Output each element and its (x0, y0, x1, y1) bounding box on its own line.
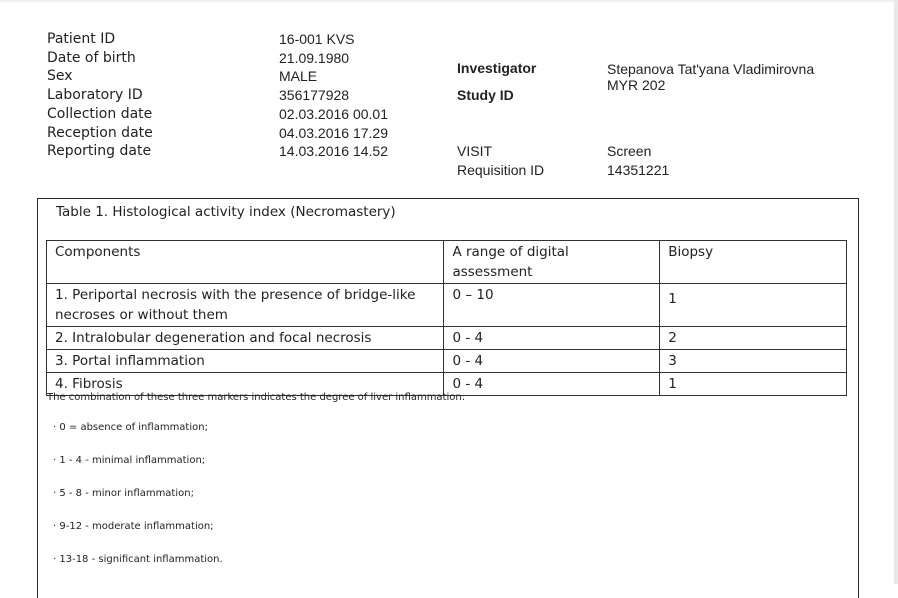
patient-values (279, 30, 388, 161)
table-row (47, 327, 847, 350)
collection-date-value: 02.03.2016 00.01 (279, 105, 388, 122)
collection-date-label: Collection date (47, 105, 153, 122)
reporting-date-label: Reporting date (47, 143, 152, 160)
note-item: · 13-18 - significant inflammation. (53, 554, 223, 565)
row-range: 0 – 10 (444, 284, 660, 327)
reporting-date-value: 14.03.2016 14.52 (279, 143, 388, 160)
investigator-name: Stepanova Tat'yana Vladimirovna (607, 61, 815, 77)
note-item: · 1 - 4 - minimal inflammation; (53, 455, 206, 466)
header-range: A range of digital assessment (444, 241, 660, 284)
table-header-row (47, 241, 847, 284)
row-range: 0 - 4 (444, 327, 660, 350)
reception-date-value: 04.03.2016 17.29 (279, 124, 388, 141)
requisition-value: 14351221 (607, 162, 670, 178)
header-components: Components (47, 241, 444, 284)
sex-value: MALE (279, 68, 318, 85)
note-item: · 5 - 8 - minor inflammation; (53, 488, 194, 499)
scan-top-edge (0, 0, 898, 2)
header-biopsy: Biopsy (660, 241, 847, 284)
note-item: · 0 = absence of inflammation; (53, 422, 208, 433)
row-component: 2. Intralobular degeneration and focal necrosis (47, 327, 444, 350)
row-biopsy: 1 (660, 373, 847, 396)
activity-index-table (46, 240, 847, 396)
visit-value: Screen (607, 143, 652, 159)
inflammation-note: The combination of these three markers indicates the degree of liver inflammation: (47, 392, 466, 403)
row-biopsy: 1 (660, 284, 847, 327)
row-component: 3. Portal inflammation (47, 350, 444, 373)
patient-id-label: Patient ID (47, 31, 116, 47)
reception-date-label: Reception date (47, 124, 153, 141)
visit-label: VISIT (457, 143, 493, 159)
row-biopsy: 2 (660, 327, 847, 350)
lab-id-label: Laboratory ID (47, 87, 143, 104)
requisition-label: Requisition ID (457, 162, 545, 178)
table-row (47, 284, 847, 327)
table-title: Table 1. Histological activity index (Necromastery) (56, 204, 396, 220)
sex-label: Sex (47, 68, 73, 85)
study-id-label: Study ID (457, 87, 514, 103)
table-row (47, 350, 847, 373)
patient-labels (47, 30, 153, 161)
row-component: 1. Periportal necrosis with the presence of bridge-like necroses or without them (47, 284, 444, 327)
scan-right-edge (894, 0, 898, 584)
patient-id-value: 16-001 KVS (279, 31, 355, 47)
investigator-label: Investigator (457, 60, 537, 76)
row-range: 0 - 4 (444, 350, 660, 373)
dob-value: 21.09.1980 (279, 49, 350, 66)
lab-id-value: 356177928 (279, 87, 350, 104)
study-id-value: MYR 202 (607, 77, 666, 93)
row-biopsy: 3 (660, 350, 847, 373)
row-component: 4. Fibrosis (47, 373, 444, 396)
dob-label: Date of birth (47, 49, 136, 66)
row-range: 0 - 4 (444, 373, 660, 396)
note-item: · 9-12 - moderate inflammation; (53, 521, 214, 532)
